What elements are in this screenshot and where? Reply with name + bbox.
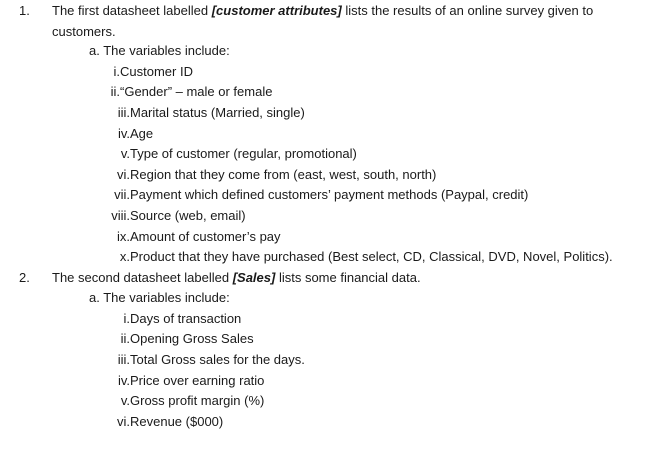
item-1-var-10	[0, 249, 613, 265]
item-1-sub-a	[89, 43, 230, 59]
item-1-var-2	[0, 84, 272, 100]
roman-numeral: iv.	[117, 373, 130, 388]
item-1-text-pre: The first datasheet labelled	[52, 3, 212, 18]
variable-text: Age	[130, 126, 154, 141]
item-1-sub-text: The variables include:	[103, 43, 230, 58]
roman-numeral: vi.	[117, 414, 130, 429]
variable-text: Marital status (Married, single)	[130, 105, 305, 120]
variable-text: Total Gross sales for the days.	[130, 352, 305, 367]
variable-text: Opening Gross Sales	[130, 331, 254, 346]
variable-text: Revenue ($000)	[130, 414, 224, 429]
roman-numeral: iv.	[117, 126, 130, 141]
roman-numeral: x.	[119, 249, 130, 264]
item-2-var-1	[0, 311, 241, 327]
variable-text: Gross profit margin (%)	[130, 393, 265, 408]
item-1-var-8	[0, 208, 246, 224]
item-2-text-post: lists some financial data.	[275, 270, 421, 285]
variable-text: Product that they have purchased (Best select, CD, Classical, DVD, Novel, Politics).	[130, 249, 613, 264]
roman-numeral: ix.	[117, 229, 130, 244]
list-number-2: 2.	[19, 270, 30, 285]
variable-text: Amount of customer’s pay	[130, 229, 281, 244]
item-2-emphasis: [Sales]	[232, 270, 276, 285]
variable-text: Source (web, email)	[130, 208, 246, 223]
item-1-var-6	[0, 167, 436, 183]
variable-text: Days of transaction	[130, 311, 242, 326]
item-2-text-pre: The second datasheet labelled	[52, 270, 233, 285]
roman-numeral: i.	[113, 64, 120, 79]
roman-numeral: ii.	[120, 331, 130, 346]
item-2-var-6	[0, 414, 223, 430]
item-1-var-4	[0, 126, 153, 142]
roman-numeral: vii.	[114, 187, 130, 202]
variable-text: “Gender” – male or female	[120, 84, 273, 99]
item-2-sub-a	[89, 290, 230, 306]
roman-numeral: ii.	[110, 84, 120, 99]
variable-text: Type of customer (regular, promotional)	[130, 146, 357, 161]
item-2-var-2	[0, 331, 254, 347]
variable-text: Payment which defined customers’ payment methods (Paypal, credit)	[130, 187, 529, 202]
item-1-sub-label: a.	[89, 43, 100, 58]
roman-numeral: v.	[120, 393, 130, 408]
item-1-line-2: customers.	[52, 24, 116, 39]
item-2-var-5	[0, 393, 264, 409]
variable-text: Price over earning ratio	[130, 373, 265, 388]
item-2-sub-label: a.	[89, 290, 100, 305]
item-1-emphasis: [customer attributes]	[211, 3, 342, 18]
roman-numeral: viii.	[111, 208, 130, 223]
item-2-var-4	[0, 373, 264, 389]
item-1-var-9	[0, 229, 281, 245]
variable-text: Customer ID	[120, 64, 193, 79]
item-2-var-3	[0, 352, 305, 368]
item-1-var-1	[0, 64, 193, 80]
item-2-line-1	[52, 270, 421, 286]
item-1-text-post: lists the results of an online survey given to	[341, 3, 594, 18]
roman-numeral: i.	[123, 311, 130, 326]
roman-numeral: vi.	[117, 167, 130, 182]
roman-numeral: iii.	[117, 105, 130, 120]
roman-numeral: iii.	[117, 352, 130, 367]
roman-numeral: v.	[120, 146, 130, 161]
item-1-var-5	[0, 146, 357, 162]
variable-text: Region that they come from (east, west, south, north)	[130, 167, 437, 182]
list-number-1: 1.	[19, 3, 30, 18]
item-1-var-7	[0, 187, 528, 203]
item-1-var-3	[0, 105, 305, 121]
item-1-line-1	[52, 3, 593, 19]
item-2-sub-text: The variables include:	[103, 290, 230, 305]
